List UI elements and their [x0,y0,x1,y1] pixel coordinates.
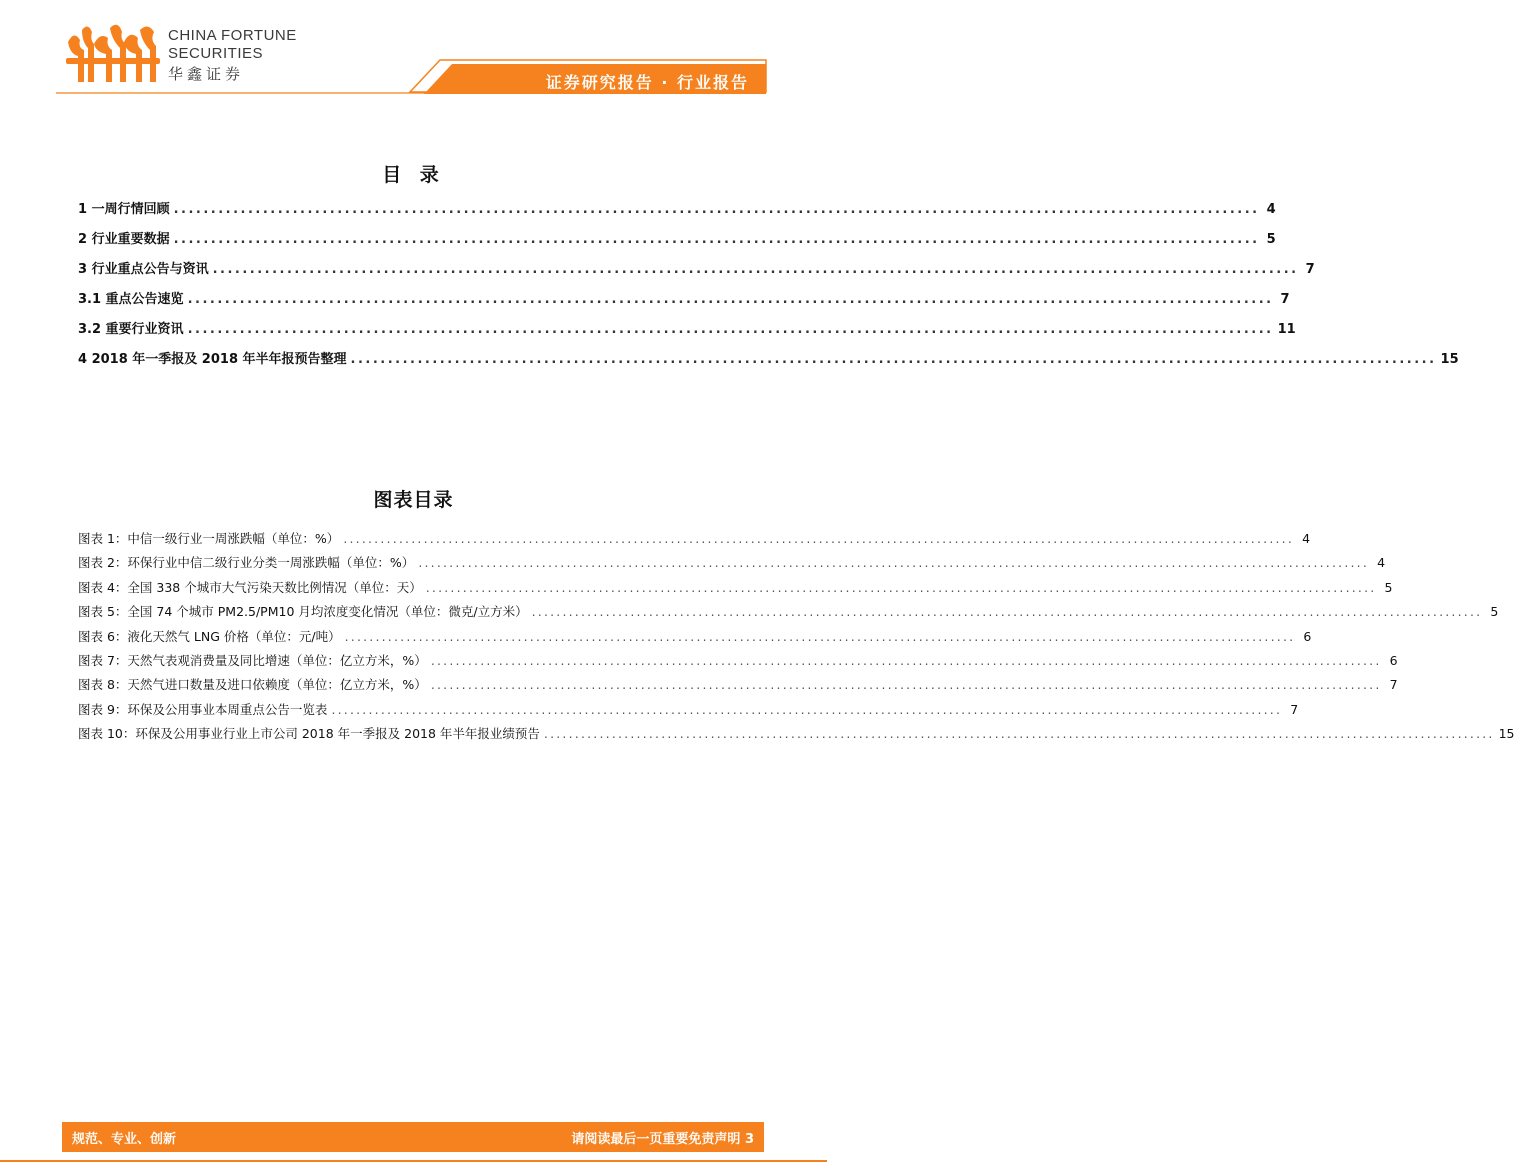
footer-divider [0,1160,827,1162]
figure-item-page: 15 [1498,726,1515,742]
leader-dots: .......................................................................................................................................................... [343,531,1295,546]
leader-dots: .......................................................................................................................................................... [331,701,1283,717]
brand-cn: 华鑫证券 [168,65,245,83]
figure-item[interactable] [78,700,1299,724]
toc-item[interactable] [78,318,1296,348]
toc-item[interactable] [78,258,1315,288]
toc-item-page: 7 [1305,262,1315,277]
toc-title: 目 录 [382,164,445,186]
figure-item-label: 图表 1：中信一级行业一周涨跌幅（单位：%） [78,531,340,546]
leader-dots: .................................................................................................................................................. [173,202,1260,217]
figure-item-page: 7 [1389,677,1398,693]
figure-item-page: 7 [1290,701,1299,717]
leader-dots: .................................................................................................................................................. [212,262,1299,277]
figure-item-page: 6 [1389,652,1398,668]
toc-item-page: 11 [1277,322,1296,337]
figure-item[interactable] [78,627,1312,651]
figure-item[interactable] [78,651,1398,675]
figure-item[interactable] [78,602,1499,626]
figure-item-label: 图表 5：全国 74 个城市 PM2.5/PM10 月均浓度变化情况（单位：微克/立方米） [78,604,528,620]
footer-slogan: 规范、专业、创新 [72,1132,177,1147]
leader-dots: .......................................................................................................................................................... [543,726,1495,742]
figure-list [78,529,1515,749]
figure-item-label: 图表 4：全国 338 个城市大气污染天数比例情况（单位：天） [78,579,422,595]
leader-dots: .......................................................................................................................................................... [425,579,1377,595]
toc-item-label: 2 行业重要数据 [78,232,170,247]
toc-item-label: 3 行业重点公告与资讯 [78,262,209,277]
toc-item[interactable] [78,288,1290,318]
figure-item[interactable] [78,724,1515,748]
leader-dots: .......................................................................................................................................................... [418,555,1370,571]
leader-dots: .................................................................................................................................................. [187,292,1274,307]
figure-list-title: 图表目录 [373,489,454,511]
toc-item-label: 1 一周行情回顾 [78,202,170,217]
figure-item-page: 5 [1490,604,1499,620]
toc-list [78,198,1459,378]
toc-item-page: 5 [1266,232,1276,247]
figure-item-page: 5 [1384,579,1393,595]
leader-dots: .................................................................................................................................................. [187,322,1274,337]
figure-item-label: 图表 10：环保及公用事业行业上市公司 2018 年一季报及 2018 年半年报业绩预告 [78,726,540,742]
toc-item-label: 3.2 重要行业资讯 [78,322,184,337]
leader-dots: .................................................................................................................................................. [173,232,1260,247]
toc-item[interactable] [78,228,1276,258]
report-type-banner: 证券研究报告 · 行业报告 [545,73,749,92]
figure-item[interactable] [78,553,1386,577]
toc-item[interactable] [78,198,1276,228]
toc-item-label: 4 2018 年一季报及 2018 年半年报预告整理 [78,352,347,367]
figure-item-page: 4 [1302,531,1311,546]
figure-item-label: 图表 2：环保行业中信二级行业分类一周涨跌幅（单位：%） [78,555,415,571]
figure-item[interactable] [78,578,1393,602]
figure-item[interactable] [78,529,1311,553]
brand-en-line2: SECURITIES [168,45,264,62]
figure-item-page: 6 [1303,628,1312,644]
brand-en-line1: CHINA FORTUNE [168,27,297,44]
leader-dots: .................................................................................................................................................. [350,352,1437,367]
toc-item-page: 4 [1266,202,1276,217]
figure-item-label: 图表 6：液化天然气 LNG 价格（单位：元/吨） [78,628,341,644]
footer-disclaimer-page: 请阅读最后一页重要免责声明 3 [571,1132,754,1147]
figure-item-page: 4 [1377,555,1386,571]
leader-dots: .......................................................................................................................................................... [344,628,1296,644]
figure-item[interactable] [78,675,1398,699]
footer-bar [62,1122,764,1152]
toc-item-page: 15 [1440,352,1459,367]
figure-item-label: 图表 8：天然气进口数量及进口依赖度（单位：亿立方米，%） [78,677,427,693]
leader-dots: .......................................................................................................................................................... [430,652,1382,668]
toc-item[interactable] [78,348,1459,378]
leader-dots: .......................................................................................................................................................... [531,604,1483,620]
figure-item-label: 图表 7：天然气表观消费量及同比增速（单位：亿立方米，%） [78,652,427,668]
toc-item-page: 7 [1280,292,1290,307]
toc-item-label: 3.1 重点公告速览 [78,292,184,307]
page-header [0,0,827,100]
figure-item-label: 图表 9：环保及公用事业本周重点公告一览表 [78,701,328,717]
leader-dots: .......................................................................................................................................................... [430,677,1382,693]
